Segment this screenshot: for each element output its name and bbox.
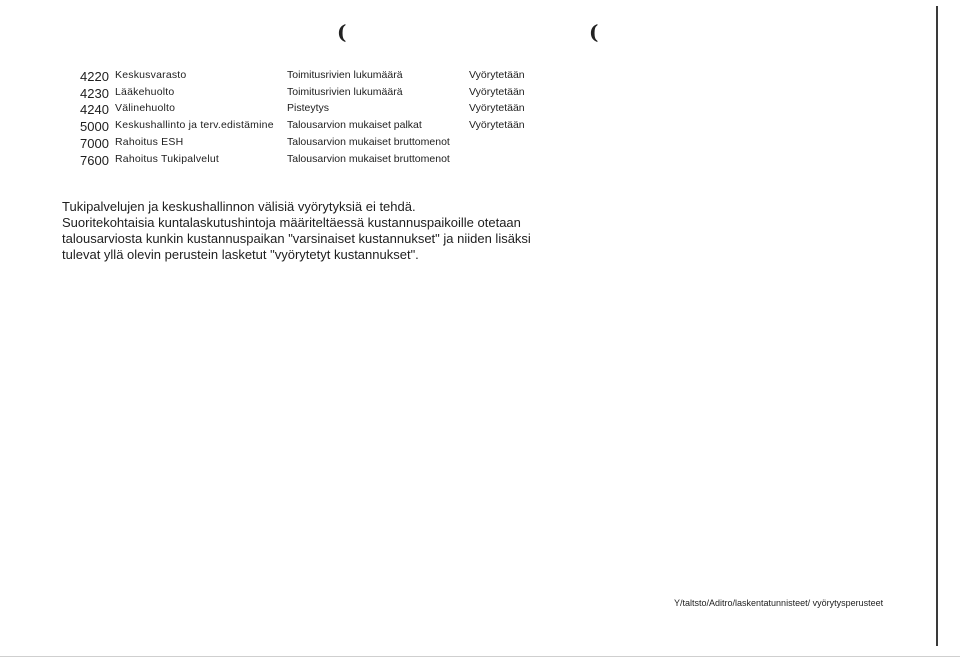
explanation-paragraph: [62, 199, 531, 263]
allocation-basis: Toimitusrivien lukumäärä: [287, 86, 403, 98]
cost-center-code: 7000: [80, 136, 109, 151]
paragraph-line: tulevat yllä olevin perustein lasketut "vyörytetyt kustannukset".: [62, 247, 419, 262]
table-row: [80, 119, 540, 135]
cost-center-name: Keskusvarasto: [115, 69, 187, 81]
allocation-action: Vyörytetään: [469, 86, 525, 98]
cost-center-name: Rahoitus Tukipalvelut: [115, 153, 220, 165]
cost-center-code: 5000: [80, 119, 109, 134]
file-path-footer: Y/taltsto/Aditro/laskentatunnisteet/ vyörytysperusteet: [674, 598, 884, 608]
paragraph-line: Suoritekohtaisia kuntalaskutushintoja määriteltäessä kustannuspaikoille otetaan: [62, 215, 521, 230]
cost-center-code: 4240: [80, 102, 109, 117]
punch-mark-left: (: [337, 20, 347, 44]
cost-center-code: 7600: [80, 153, 109, 168]
allocation-basis: Talousarvion mukaiset bruttomenot: [287, 136, 450, 148]
allocation-basis: Talousarvion mukaiset palkat: [287, 119, 422, 131]
allocation-basis: Pisteytys: [287, 102, 330, 114]
table-row: [80, 153, 540, 169]
cost-center-name: Rahoitus ESH: [115, 136, 184, 148]
table-row: [80, 69, 540, 85]
paragraph-line: talousarviosta kunkin kustannuspaikan "varsinaiset kustannukset" ja niiden lisäksi: [62, 231, 531, 246]
allocation-action: Vyörytetään: [469, 102, 525, 114]
table-row: [80, 136, 540, 152]
cost-center-name: Välinehuolto: [115, 102, 176, 114]
table-row: [80, 102, 540, 118]
allocation-action: Vyörytetään: [469, 119, 525, 131]
punch-mark-right: (: [589, 20, 599, 44]
allocation-action: Vyörytetään: [469, 69, 525, 81]
page-bottom-line: [0, 656, 960, 657]
page-edge-line: [936, 6, 938, 646]
cost-center-name: Keskushallinto ja terv.edistämine: [115, 119, 274, 131]
table-row: [80, 86, 540, 102]
cost-center-name: Lääkehuolto: [115, 86, 175, 98]
cost-center-code: 4220: [80, 69, 109, 84]
paragraph-line: Tukipalvelujen ja keskushallinnon välisiä vyörytyksiä ei tehdä.: [62, 199, 416, 214]
cost-center-code: 4230: [80, 86, 109, 101]
allocation-basis: Talousarvion mukaiset bruttomenot: [287, 153, 450, 165]
allocation-basis: Toimitusrivien lukumäärä: [287, 69, 403, 81]
